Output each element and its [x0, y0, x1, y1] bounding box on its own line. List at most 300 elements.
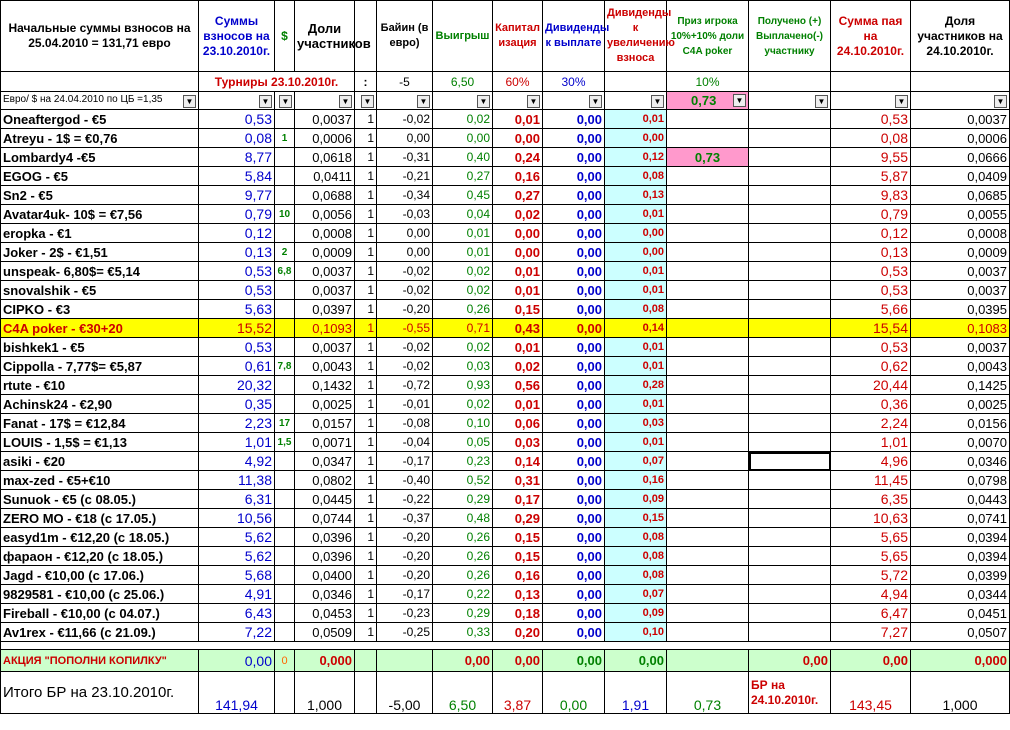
share-value[interactable]: 0,0744 [295, 509, 355, 528]
win-value[interactable]: 0,02 [433, 262, 493, 281]
contribution-amount[interactable]: 4,91 [199, 585, 275, 604]
sum-paid-value[interactable]: 11,45 [831, 471, 911, 490]
dividend-value[interactable]: 0,00 [543, 452, 605, 471]
received-paid-value[interactable] [749, 205, 831, 224]
prize-value[interactable] [667, 433, 749, 452]
dividend-increase-value[interactable]: 0,07 [605, 452, 667, 471]
filter-dropdown-icon[interactable]: ▼ [279, 95, 292, 108]
win-value[interactable]: 0,02 [433, 110, 493, 129]
share-value[interactable]: 0,0056 [295, 205, 355, 224]
share-value[interactable]: 0,0397 [295, 300, 355, 319]
share-new-value[interactable]: 0,0685 [911, 186, 1010, 205]
count-value[interactable]: 1 [355, 585, 377, 604]
dividend-value[interactable]: 0,00 [543, 205, 605, 224]
sum-paid-value[interactable]: 5,87 [831, 167, 911, 186]
usd-amount[interactable] [275, 110, 295, 129]
buyin-value[interactable]: -0,34 [377, 186, 433, 205]
prize-value[interactable] [667, 167, 749, 186]
participant-name[interactable]: CIPKO - €3 [1, 300, 199, 319]
buyin-value[interactable]: -0,02 [377, 338, 433, 357]
count-value[interactable]: 1 [355, 300, 377, 319]
capitalization-value[interactable]: 0,02 [493, 357, 543, 376]
received-paid-value[interactable] [749, 566, 831, 585]
usd-amount[interactable]: 10 [275, 205, 295, 224]
dividend-value[interactable]: 0,00 [543, 490, 605, 509]
win-value[interactable]: 0,26 [433, 300, 493, 319]
share-new-value[interactable]: 0,0055 [911, 205, 1010, 224]
contribution-amount[interactable]: 0,13 [199, 243, 275, 262]
buyin-value[interactable]: -0,02 [377, 262, 433, 281]
participant-name[interactable]: Achinsk24 - €2,90 [1, 395, 199, 414]
count-value[interactable]: 1 [355, 357, 377, 376]
share-value[interactable]: 0,0009 [295, 243, 355, 262]
count-value[interactable]: 1 [355, 148, 377, 167]
total-sumpaid[interactable]: 143,45 [831, 672, 911, 714]
filter-dropdown-icon[interactable]: ▼ [259, 95, 272, 108]
win-value[interactable]: 0,26 [433, 547, 493, 566]
participant-name[interactable]: C4A poker - €30+20 [1, 319, 199, 338]
share-value[interactable]: 0,0347 [295, 452, 355, 471]
participant-name[interactable]: Atreyu - 1$ = €0,76 [1, 129, 199, 148]
participant-name[interactable]: LOUIS - 1,5$ = €1,13 [1, 433, 199, 452]
participant-name[interactable]: фараон - €12,20 (с 18.05.) [1, 547, 199, 566]
participant-name[interactable]: Sn2 - €5 [1, 186, 199, 205]
count-value[interactable]: 1 [355, 186, 377, 205]
filter-dropdown-icon[interactable]: ▼ [527, 95, 540, 108]
count-value[interactable]: 1 [355, 376, 377, 395]
received-paid-value[interactable] [749, 186, 831, 205]
buyin-value[interactable]: -0,23 [377, 604, 433, 623]
share-value[interactable]: 0,0043 [295, 357, 355, 376]
win-value[interactable]: 0,02 [433, 281, 493, 300]
count-value[interactable]: 1 [355, 262, 377, 281]
akcia-div[interactable]: 0,00 [543, 650, 605, 672]
contribution-amount[interactable]: 0,12 [199, 224, 275, 243]
dividend-value[interactable]: 0,00 [543, 262, 605, 281]
participant-name[interactable]: asiki - €20 [1, 452, 199, 471]
share-value[interactable]: 0,0400 [295, 566, 355, 585]
received-paid-value[interactable] [749, 490, 831, 509]
share-new-value[interactable]: 0,0156 [911, 414, 1010, 433]
share-value[interactable]: 0,0025 [295, 395, 355, 414]
share-value[interactable]: 0,0802 [295, 471, 355, 490]
prize-value[interactable] [667, 357, 749, 376]
sum-paid-value[interactable]: 0,08 [831, 129, 911, 148]
buyin-value[interactable]: -0,17 [377, 585, 433, 604]
win-value[interactable]: 0,40 [433, 148, 493, 167]
usd-amount[interactable] [275, 452, 295, 471]
buyin-value[interactable]: -0,21 [377, 167, 433, 186]
usd-amount[interactable] [275, 490, 295, 509]
share-value[interactable]: 0,1093 [295, 319, 355, 338]
buyin-value[interactable]: -0,20 [377, 528, 433, 547]
count-value[interactable]: 1 [355, 205, 377, 224]
share-value[interactable]: 0,0396 [295, 528, 355, 547]
akcia-cap[interactable]: 0,00 [493, 650, 543, 672]
share-new-value[interactable]: 0,0399 [911, 566, 1010, 585]
win-value[interactable]: 0,00 [433, 129, 493, 148]
prize-value[interactable] [667, 490, 749, 509]
usd-amount[interactable] [275, 623, 295, 642]
received-paid-value[interactable] [749, 281, 831, 300]
usd-amount[interactable] [275, 395, 295, 414]
dividend-increase-value[interactable]: 0,09 [605, 490, 667, 509]
capitalization-value[interactable]: 0,20 [493, 623, 543, 642]
prize-value[interactable] [667, 471, 749, 490]
buyin-value[interactable]: -0,72 [377, 376, 433, 395]
dividend-value[interactable]: 0,00 [543, 110, 605, 129]
dividend-increase-value[interactable]: 0,01 [605, 110, 667, 129]
participant-name[interactable]: bishkek1 - €5 [1, 338, 199, 357]
capitalization-value[interactable]: 0,01 [493, 338, 543, 357]
usd-amount[interactable] [275, 281, 295, 300]
received-paid-value[interactable] [749, 395, 831, 414]
share-new-value[interactable]: 0,0409 [911, 167, 1010, 186]
capitalization-value[interactable]: 0,02 [493, 205, 543, 224]
prize-value[interactable] [667, 186, 749, 205]
capitalization-value[interactable]: 0,14 [493, 452, 543, 471]
win-value[interactable]: 0,05 [433, 433, 493, 452]
participant-name[interactable]: Avatar4uk- 10$ = €7,56 [1, 205, 199, 224]
dividend-increase-value[interactable]: 0,01 [605, 395, 667, 414]
contribution-amount[interactable]: 5,84 [199, 167, 275, 186]
count-value[interactable]: 1 [355, 490, 377, 509]
buyin-value[interactable]: -0,37 [377, 509, 433, 528]
akcia-label[interactable]: АКЦИЯ "ПОПОЛНИ КОПИЛКУ" [1, 650, 199, 672]
win-value[interactable]: 0,04 [433, 205, 493, 224]
count-value[interactable]: 1 [355, 243, 377, 262]
share-value[interactable]: 0,0071 [295, 433, 355, 452]
sum-paid-value[interactable]: 15,54 [831, 319, 911, 338]
prize-value[interactable] [667, 243, 749, 262]
participant-name[interactable]: Fireball - €10,00 (с 04.07.) [1, 604, 199, 623]
sum-paid-value[interactable]: 0,62 [831, 357, 911, 376]
contribution-amount[interactable]: 5,62 [199, 528, 275, 547]
contribution-amount[interactable]: 8,77 [199, 148, 275, 167]
prize-value[interactable] [667, 585, 749, 604]
usd-amount[interactable] [275, 547, 295, 566]
filter-dropdown-icon[interactable]: ▼ [339, 95, 352, 108]
dividend-increase-value[interactable]: 0,09 [605, 604, 667, 623]
received-paid-value[interactable] [749, 604, 831, 623]
sum-paid-value[interactable]: 10,63 [831, 509, 911, 528]
prize-value[interactable] [667, 319, 749, 338]
share-new-value[interactable]: 0,0394 [911, 528, 1010, 547]
count-value[interactable]: 1 [355, 281, 377, 300]
received-paid-value[interactable] [749, 585, 831, 604]
share-value[interactable]: 0,0453 [295, 604, 355, 623]
participant-name[interactable]: Fanat - 17$ = €12,84 [1, 414, 199, 433]
sum-paid-value[interactable]: 4,94 [831, 585, 911, 604]
participant-name[interactable]: EGOG - €5 [1, 167, 199, 186]
usd-amount[interactable]: 2 [275, 243, 295, 262]
sum-paid-value[interactable]: 5,65 [831, 547, 911, 566]
filter-dropdown-icon[interactable]: ▼ [651, 95, 664, 108]
buyin-value[interactable]: -0,02 [377, 357, 433, 376]
sum-paid-value[interactable]: 20,44 [831, 376, 911, 395]
share-new-value[interactable]: 0,0443 [911, 490, 1010, 509]
sum-paid-value[interactable]: 9,83 [831, 186, 911, 205]
prize-value[interactable] [667, 129, 749, 148]
count-value[interactable]: 1 [355, 224, 377, 243]
share-value[interactable]: 0,0008 [295, 224, 355, 243]
contribution-amount[interactable]: 4,92 [199, 452, 275, 471]
dividend-value[interactable]: 0,00 [543, 528, 605, 547]
usd-amount[interactable] [275, 224, 295, 243]
usd-amount[interactable] [275, 471, 295, 490]
filter-dropdown-icon[interactable]: ▼ [183, 95, 196, 108]
win-value[interactable]: 0,29 [433, 490, 493, 509]
contribution-amount[interactable]: 9,77 [199, 186, 275, 205]
count-value[interactable]: 1 [355, 528, 377, 547]
sum-paid-value[interactable]: 0,53 [831, 262, 911, 281]
usd-amount[interactable] [275, 566, 295, 585]
dividend-value[interactable]: 0,00 [543, 566, 605, 585]
sum-paid-value[interactable]: 0,79 [831, 205, 911, 224]
count-value[interactable]: 1 [355, 604, 377, 623]
participant-name[interactable]: snovalshik - €5 [1, 281, 199, 300]
win-value[interactable]: 0,02 [433, 395, 493, 414]
filter-dropdown-icon[interactable]: ▼ [417, 95, 430, 108]
share-new-value[interactable]: 0,0037 [911, 262, 1010, 281]
contribution-amount[interactable]: 0,08 [199, 129, 275, 148]
dividend-value[interactable]: 0,00 [543, 319, 605, 338]
share-new-value[interactable]: 0,0006 [911, 129, 1010, 148]
sum-paid-value[interactable]: 0,53 [831, 281, 911, 300]
share-value[interactable]: 0,0037 [295, 262, 355, 281]
contribution-amount[interactable]: 5,63 [199, 300, 275, 319]
dividend-increase-value[interactable]: 0,08 [605, 528, 667, 547]
capitalization-value[interactable]: 0,01 [493, 395, 543, 414]
buyin-value[interactable]: -0,22 [377, 490, 433, 509]
capitalization-value[interactable]: 0,03 [493, 433, 543, 452]
received-paid-value[interactable] [749, 300, 831, 319]
usd-amount[interactable] [275, 300, 295, 319]
sum-paid-value[interactable]: 5,65 [831, 528, 911, 547]
buyin-value[interactable]: -0,20 [377, 547, 433, 566]
contribution-amount[interactable]: 10,56 [199, 509, 275, 528]
dividend-value[interactable]: 0,00 [543, 186, 605, 205]
capitalization-value[interactable]: 0,24 [493, 148, 543, 167]
total-buyin[interactable]: -5,00 [377, 672, 433, 714]
dividend-increase-value[interactable]: 0,03 [605, 414, 667, 433]
dividend-increase-value[interactable]: 0,10 [605, 623, 667, 642]
sum-paid-value[interactable]: 5,72 [831, 566, 911, 585]
capitalization-value[interactable]: 0,43 [493, 319, 543, 338]
capitalization-value[interactable]: 0,16 [493, 167, 543, 186]
buyin-value[interactable]: -0,04 [377, 433, 433, 452]
contribution-amount[interactable]: 0,53 [199, 281, 275, 300]
win-value[interactable]: 0,45 [433, 186, 493, 205]
received-paid-value[interactable] [749, 414, 831, 433]
buyin-value[interactable]: -0,03 [377, 205, 433, 224]
capitalization-value[interactable]: 0,01 [493, 110, 543, 129]
win-value[interactable]: 0,01 [433, 224, 493, 243]
share-value[interactable]: 0,0037 [295, 110, 355, 129]
count-value[interactable]: 1 [355, 110, 377, 129]
contribution-amount[interactable]: 5,68 [199, 566, 275, 585]
sum-paid-value[interactable]: 0,13 [831, 243, 911, 262]
share-value[interactable]: 0,0445 [295, 490, 355, 509]
total-win[interactable]: 6,50 [433, 672, 493, 714]
usd-amount[interactable] [275, 528, 295, 547]
buyin-value[interactable]: -0,55 [377, 319, 433, 338]
akcia-win[interactable]: 0,00 [433, 650, 493, 672]
buyin-value[interactable]: -0,20 [377, 300, 433, 319]
usd-amount[interactable] [275, 319, 295, 338]
prize-value[interactable] [667, 262, 749, 281]
dividend-increase-value[interactable]: 0,12 [605, 148, 667, 167]
contribution-amount[interactable]: 6,43 [199, 604, 275, 623]
share-new-value[interactable]: 0,0344 [911, 585, 1010, 604]
sum-paid-value[interactable]: 6,35 [831, 490, 911, 509]
share-value[interactable]: 0,0509 [295, 623, 355, 642]
contribution-amount[interactable]: 20,32 [199, 376, 275, 395]
participant-name[interactable]: rtute - €10 [1, 376, 199, 395]
participant-name[interactable]: Jagd - €10,00 (с 17.06.) [1, 566, 199, 585]
dividend-increase-value[interactable]: 0,01 [605, 205, 667, 224]
capitalization-value[interactable]: 0,15 [493, 528, 543, 547]
win-value[interactable]: 0,23 [433, 452, 493, 471]
count-value[interactable]: 1 [355, 433, 377, 452]
dividend-value[interactable]: 0,00 [543, 433, 605, 452]
count-value[interactable]: 1 [355, 129, 377, 148]
buyin-value[interactable]: -0,02 [377, 281, 433, 300]
usd-amount[interactable] [275, 585, 295, 604]
dividend-value[interactable]: 0,00 [543, 148, 605, 167]
share-value[interactable]: 0,0346 [295, 585, 355, 604]
received-paid-value[interactable] [749, 262, 831, 281]
share-value[interactable]: 0,0618 [295, 148, 355, 167]
win-value[interactable]: 0,10 [433, 414, 493, 433]
win-value[interactable]: 0,48 [433, 509, 493, 528]
akcia-share2[interactable]: 0,000 [911, 650, 1010, 672]
total-div[interactable]: 0,00 [543, 672, 605, 714]
usd-amount[interactable]: 1,5 [275, 433, 295, 452]
dividend-increase-value[interactable]: 0,07 [605, 585, 667, 604]
dividend-value[interactable]: 0,00 [543, 167, 605, 186]
participant-name[interactable]: eropka - €1 [1, 224, 199, 243]
participant-name[interactable]: Oneaftergod - €5 [1, 110, 199, 129]
buyin-value[interactable]: -0,40 [377, 471, 433, 490]
dividend-increase-value[interactable]: 0,13 [605, 186, 667, 205]
sum-paid-value[interactable]: 1,01 [831, 433, 911, 452]
share-new-value[interactable]: 0,0037 [911, 281, 1010, 300]
share-value[interactable]: 0,0037 [295, 281, 355, 300]
contribution-amount[interactable]: 15,52 [199, 319, 275, 338]
dividend-value[interactable]: 0,00 [543, 623, 605, 642]
dividend-increase-value[interactable]: 0,08 [605, 566, 667, 585]
capitalization-value[interactable]: 0,15 [493, 547, 543, 566]
win-value[interactable]: 0,71 [433, 319, 493, 338]
dividend-increase-value[interactable]: 0,01 [605, 262, 667, 281]
dividend-value[interactable]: 0,00 [543, 129, 605, 148]
received-paid-value[interactable] [749, 433, 831, 452]
total-share2[interactable]: 1,000 [911, 672, 1010, 714]
dividend-increase-value[interactable]: 0,01 [605, 338, 667, 357]
dividend-value[interactable]: 0,00 [543, 357, 605, 376]
participant-name[interactable]: ZERO MO - €18 (с 17.05.) [1, 509, 199, 528]
participant-name[interactable]: Lombardy4 -€5 [1, 148, 199, 167]
dividend-value[interactable]: 0,00 [543, 224, 605, 243]
participant-name[interactable]: Av1rex - €11,66 (с 21.09.) [1, 623, 199, 642]
received-paid-value[interactable] [749, 623, 831, 642]
usd-amount[interactable] [275, 167, 295, 186]
received-paid-value[interactable] [749, 528, 831, 547]
buyin-value[interactable]: -0,01 [377, 395, 433, 414]
contribution-amount[interactable]: 7,22 [199, 623, 275, 642]
dividend-increase-value[interactable]: 0,00 [605, 129, 667, 148]
dividend-increase-value[interactable]: 0,01 [605, 433, 667, 452]
dividend-increase-value[interactable]: 0,14 [605, 319, 667, 338]
usd-amount[interactable]: 17 [275, 414, 295, 433]
sum-paid-value[interactable]: 0,36 [831, 395, 911, 414]
participant-name[interactable]: unspeak- 6,80$= €5,14 [1, 262, 199, 281]
filter-dropdown-icon[interactable]: ▼ [477, 95, 490, 108]
count-value[interactable]: 1 [355, 471, 377, 490]
share-new-value[interactable]: 0,0666 [911, 148, 1010, 167]
dividend-increase-value[interactable]: 0,16 [605, 471, 667, 490]
sum-paid-value[interactable]: 7,27 [831, 623, 911, 642]
dividend-value[interactable]: 0,00 [543, 471, 605, 490]
received-paid-value[interactable] [749, 148, 831, 167]
usd-amount[interactable] [275, 338, 295, 357]
dividend-value[interactable]: 0,00 [543, 604, 605, 623]
win-value[interactable]: 0,01 [433, 243, 493, 262]
share-value[interactable]: 0,0037 [295, 338, 355, 357]
participant-name[interactable]: max-zed - €5+€10 [1, 471, 199, 490]
dividend-value[interactable]: 0,00 [543, 547, 605, 566]
share-value[interactable]: 0,0411 [295, 167, 355, 186]
akcia-sumpaid[interactable]: 0,00 [831, 650, 911, 672]
received-paid-value[interactable] [749, 471, 831, 490]
capitalization-value[interactable]: 0,01 [493, 262, 543, 281]
dividend-value[interactable]: 0,00 [543, 395, 605, 414]
buyin-value[interactable]: 0,00 [377, 224, 433, 243]
share-new-value[interactable]: 0,1425 [911, 376, 1010, 395]
received-paid-value[interactable] [749, 110, 831, 129]
count-value[interactable]: 1 [355, 509, 377, 528]
count-value[interactable]: 1 [355, 566, 377, 585]
capitalization-value[interactable]: 0,17 [493, 490, 543, 509]
akcia-recv[interactable]: 0,00 [749, 650, 831, 672]
buyin-value[interactable]: -0,20 [377, 566, 433, 585]
share-new-value[interactable]: 0,0346 [911, 452, 1010, 471]
count-value[interactable]: 1 [355, 547, 377, 566]
capitalization-value[interactable]: 0,27 [493, 186, 543, 205]
dividend-increase-value[interactable]: 0,08 [605, 300, 667, 319]
capitalization-value[interactable]: 0,00 [493, 243, 543, 262]
prize-value[interactable] [667, 338, 749, 357]
count-value[interactable]: 1 [355, 623, 377, 642]
usd-amount[interactable] [275, 186, 295, 205]
usd-amount[interactable]: 7,8 [275, 357, 295, 376]
dividend-value[interactable]: 0,00 [543, 509, 605, 528]
dividend-increase-value[interactable]: 0,00 [605, 224, 667, 243]
received-paid-value[interactable] [749, 547, 831, 566]
total-share[interactable]: 1,000 [295, 672, 355, 714]
prize-value[interactable] [667, 205, 749, 224]
prize-value[interactable] [667, 376, 749, 395]
prize-value[interactable] [667, 623, 749, 642]
usd-amount[interactable] [275, 148, 295, 167]
capitalization-value[interactable]: 0,13 [493, 585, 543, 604]
filter-dropdown-icon[interactable]: ▼ [895, 95, 908, 108]
share-value[interactable]: 0,0688 [295, 186, 355, 205]
win-value[interactable]: 0,22 [433, 585, 493, 604]
capitalization-value[interactable]: 0,18 [493, 604, 543, 623]
dividend-increase-value[interactable]: 0,08 [605, 167, 667, 186]
